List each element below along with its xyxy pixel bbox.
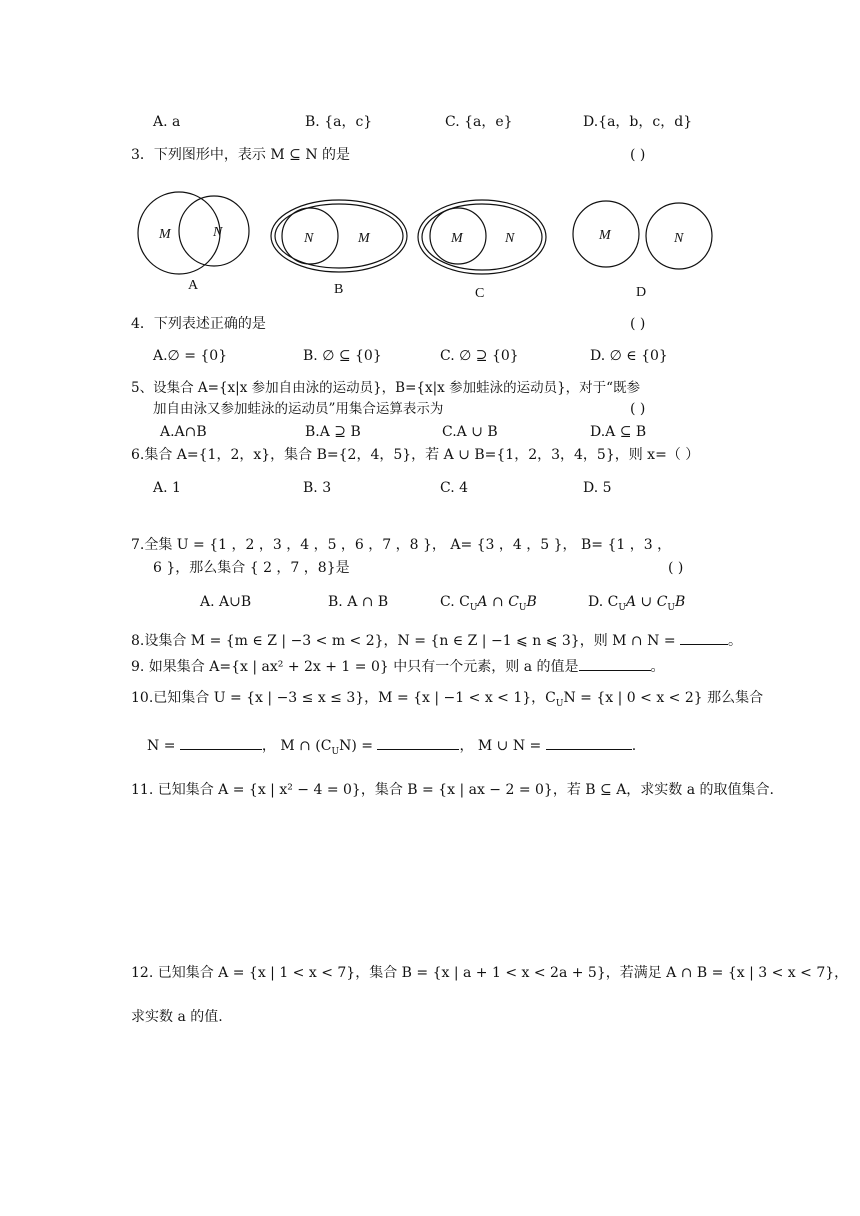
q4-option-c: C. ∅ ⊇ {0} <box>440 348 519 364</box>
q7-option-a: A. A∪B <box>200 594 252 610</box>
q10-line1 <box>131 689 763 713</box>
diagram-c-label: C <box>475 286 485 301</box>
q6-option-a: A. 1 <box>153 480 181 496</box>
diagram-c-m-label: M <box>451 231 463 246</box>
q5-option-a: A.A∩B <box>160 424 207 440</box>
q12-stem-line2: 求实数 a 的值. <box>131 1009 223 1025</box>
q12-stem-line1: 12. 已知集合 A = {x | 1 < x < 7}，集合 B = {x | a + 1 < x < 2a + 5}，若满足 A ∩ B = {x | 3 < x < 7}， <box>131 965 849 981</box>
q10-m-cap-label-2: N) = <box>339 738 373 754</box>
q7-answer-paren: ( ) <box>668 560 684 576</box>
diagram-a-label: A <box>188 278 199 293</box>
q3-answer-paren: ( ) <box>630 147 646 163</box>
q4-option-a: A.∅ = {0} <box>153 348 228 364</box>
q10-m-cap-blank[interactable] <box>377 735 459 750</box>
q10-text-b: N = {x | 0 < x < 2} 那么集合 <box>563 690 764 706</box>
diagram-b-n-label: N <box>304 231 314 246</box>
q8-answer-blank[interactable] <box>680 630 728 645</box>
q10-end: . <box>631 738 637 754</box>
q10-m-cup-label: ， M ∪ N = <box>459 738 542 754</box>
q6-option-d: D. 5 <box>583 480 612 496</box>
q6-stem: 6.集合 A={1，2，x}，集合 B={2，4，5}，若 A ∪ B={1，2，3，4，5}，则 x=（ ） <box>131 447 700 463</box>
q9-tail: 。 <box>650 659 665 675</box>
q5-stem-line1: 5、设集合 A={x|x 参加自由泳的运动员}，B={x|x 参加蛙泳的运动员}，对于“既参 <box>131 380 641 396</box>
q6-option-b: B. 3 <box>303 480 332 496</box>
q7-option-d-label: D. C <box>588 594 619 610</box>
q3-stem: 3．下列图形中，表示 M ⊆ N 的是 <box>131 147 351 163</box>
diagram-c-n-label: N <box>505 231 515 246</box>
q5-answer-paren: ( ) <box>630 401 646 417</box>
diagram-d-label: D <box>636 285 647 300</box>
diagram-b-outer-1 <box>271 200 407 272</box>
q7-stem-line2: 6 }，那么集合 { 2 ，7 ，8}是 <box>153 560 350 576</box>
q7-option-d: D. $C_UA$ ∪ $C_UB$ <box>588 594 686 613</box>
q10-text-a: 10.已知集合 U = {x | −3 ≤ x ≤ 3}，M = {x | −1 < x < 1}，C <box>131 690 556 706</box>
diagram-a-n-label: N <box>213 225 223 240</box>
q5-option-b: B.A ⊇ B <box>305 424 361 440</box>
q2-option-d: D.{a，b，c，d} <box>583 114 693 130</box>
q11-stem: 11. 已知集合 A = {x | x² − 4 = 0}，集合 B = {x | ax − 2 = 0}，若 B ⊆ A，求实数 a 的取值集合. <box>131 782 775 798</box>
diagram-b-label: B <box>334 282 344 297</box>
q2-option-c: C. {a，e} <box>445 114 513 130</box>
q6-option-c: C. 4 <box>440 480 469 496</box>
q8-text: 8.设集合 M = {m ∈ Z | −3 < m < 2}，N = {n ∈ Z | −1 ⩽ n ⩽ 3}，则 M ∩ N = <box>131 633 676 649</box>
diagram-d-m-label: M <box>599 228 611 243</box>
q9-answer-blank[interactable] <box>579 656 651 671</box>
q2-option-a: A. a <box>153 114 181 130</box>
q4-option-d: D. ∅ ∈ {0} <box>590 348 668 364</box>
q10-m-cap-label: ， M ∩ (C <box>261 738 332 754</box>
q5-option-c: C.A ∪ B <box>442 424 498 440</box>
q10-m-cup-blank[interactable] <box>546 735 632 750</box>
q2-option-b: B. {a，c} <box>305 114 373 130</box>
q10-sub: U <box>555 698 564 709</box>
q7-option-c: C. $C_UA$ ∩ $C_UB$ <box>440 594 537 613</box>
q4-stem: 4．下列表述正确的是 <box>131 316 266 332</box>
diagram-d-n-label: N <box>674 231 684 246</box>
q10-n-label: N = <box>147 738 176 754</box>
q8-line <box>131 630 742 650</box>
q9-line <box>131 656 665 676</box>
q10-line2: N = ， M ∩ $(C_UN)$ = ， M ∪ N = . <box>147 735 636 761</box>
q7-option-b: B. A ∩ B <box>328 594 389 610</box>
q9-text: 9. 如果集合 A={x | ax² + 2x + 1 = 0} 中只有一个元素，则 a 的值是 <box>131 659 579 675</box>
q8-tail: 。 <box>728 633 742 649</box>
diagram-a-m-label: M <box>159 227 171 242</box>
q4-answer-paren: ( ) <box>630 316 646 332</box>
q7-stem-line1: 7.全集 U = {1 ，2 ，3 ，4 ，5 ，6 ，7 ，8 }， A= {3 ，4 ，5 }， B= {1 ，3 ， <box>131 537 672 553</box>
q7-option-c-label: C. C <box>440 594 470 610</box>
q5-stem-line2: 加自由泳又参加蛙泳的运动员”用集合运算表示为 <box>153 401 444 417</box>
q5-option-d: D.A ⊆ B <box>590 424 647 440</box>
q4-option-b: B. ∅ ⊆ {0} <box>303 348 382 364</box>
diagram-c-outer-1 <box>418 200 546 274</box>
venn-diagrams <box>0 180 860 305</box>
diagram-b-m-label: M <box>358 231 370 246</box>
q10-n-blank[interactable] <box>180 735 262 750</box>
